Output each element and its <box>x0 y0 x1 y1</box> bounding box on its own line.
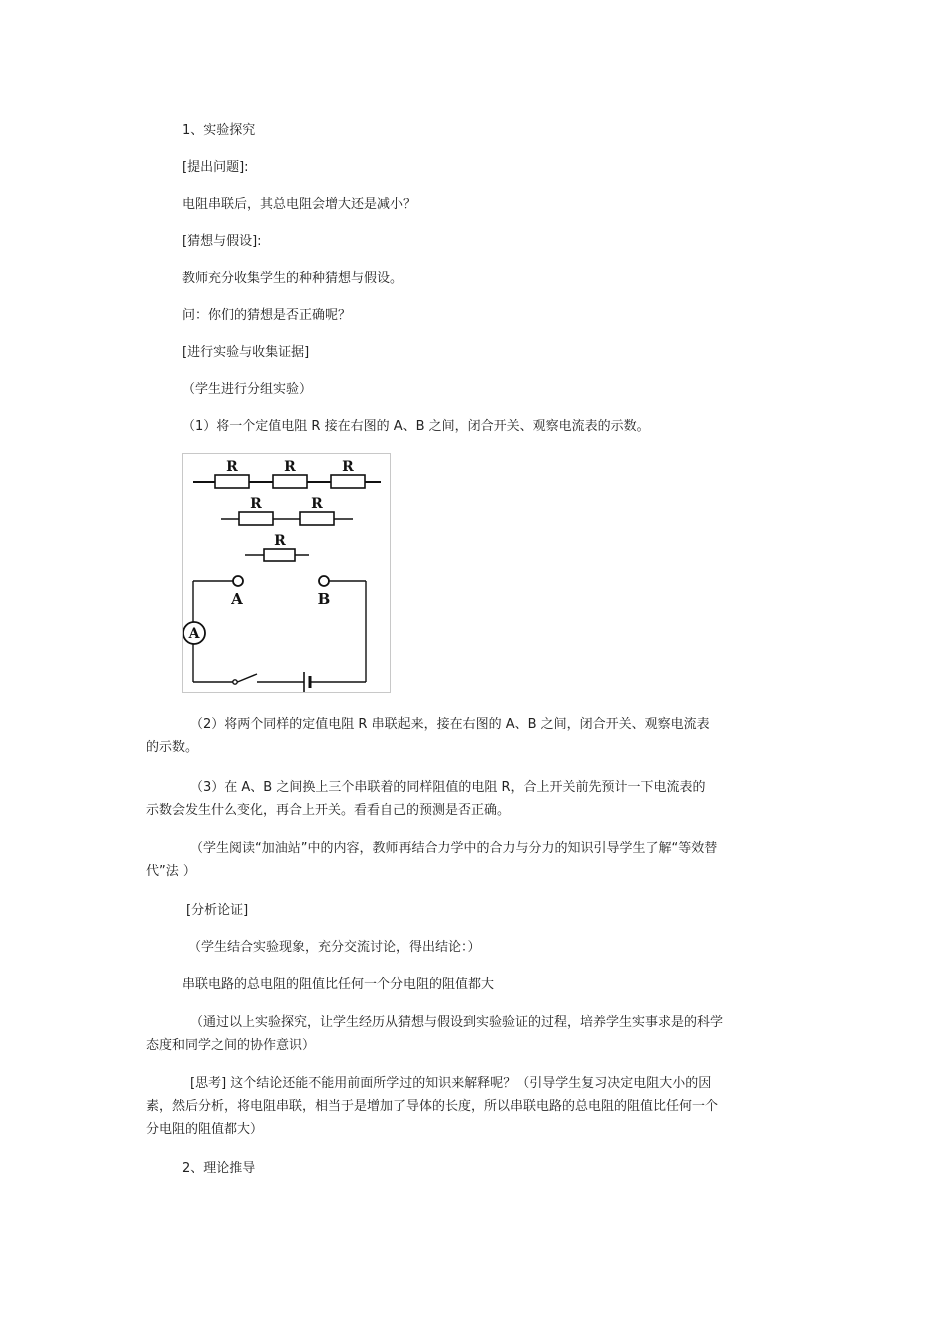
terminal-b-label: B <box>317 590 331 608</box>
resistor-label: R <box>284 459 296 475</box>
analysis-note: （学生结合实验现象，充分交流讨论，得出结论：） <box>188 940 481 955</box>
resistor-label: R <box>226 459 238 475</box>
resistor-symbol <box>300 512 334 525</box>
terminal-a-label: A <box>231 590 243 608</box>
terminal-b-symbol <box>319 576 329 586</box>
teacher-question: 问：你们的猜想是否正确呢？ <box>182 308 352 323</box>
step-3-text: （3）在 A、B 之间换上三个串联着的同样阻值的电阻 R，合上开关前先预计一下电流表的示数会发生什么变化，再合上开关。看看自己的预测是否正确。 <box>146 780 706 818</box>
circuit-diagram <box>182 453 391 693</box>
experiment-label: [进行实验与收集证据] <box>182 345 310 360</box>
resistor-symbol <box>239 512 273 525</box>
section-heading-derivation: 2、理论推导 <box>182 1161 256 1176</box>
terminal-a-symbol <box>233 576 243 586</box>
resistor-symbol <box>273 475 307 488</box>
resistor-symbol <box>264 549 295 561</box>
analysis-label: [分析论证] <box>186 903 249 918</box>
step-1-text: （1）将一个定值电阻 R 接在右图的 A、B 之间，闭合开关、观察电流表的示数。 <box>182 419 650 434</box>
question-text: 电阻串联后，其总电阻会增大还是减小？ <box>182 197 417 212</box>
resistor-symbol <box>215 475 249 488</box>
ammeter-label: A <box>188 626 200 642</box>
section-heading-experiment: 1、实验探究 <box>182 123 256 138</box>
hypothesis-label: [猜想与假设]: <box>182 234 262 249</box>
resistor-label: R <box>342 459 354 475</box>
step-2-text: （2）将两个同样的定值电阻 R 串联起来，接在右图的 A、B 之间，闭合开关、观察电流表的示数。 <box>146 717 710 755</box>
propose-question-label: [提出问题]: <box>182 160 249 175</box>
resistor-label: R <box>311 496 323 512</box>
switch-contact <box>233 680 237 684</box>
think-text: [思考] 这个结论还能不能用前面所学过的知识来解释呢？（引导学生复习决定电阻大小的因素，然后分析，将电阻串联，相当于是增加了导体的长度，所以串联电路的总电阻的阻值比任何一个分电阻的阻值都大） <box>146 1076 719 1137</box>
group-experiment-note: （学生进行分组实验） <box>182 382 313 397</box>
reading-note: （学生阅读“加油站”中的内容，教师再结合力学中的合力与分力的知识引导学生了解“等效替代”法 ） <box>146 841 718 879</box>
resistor-label: R <box>250 496 262 512</box>
hypothesis-text: 教师充分收集学生的种种猜想与假设。 <box>182 271 404 286</box>
conclusion-text: 串联电路的总电阻的阻值比任何一个分电阻的阻值都大 <box>182 977 495 992</box>
resistor-symbol <box>331 475 365 488</box>
resistor-label: R <box>274 533 286 549</box>
summary-text: （通过以上实验探究，让学生经历从猜想与假设到实验验证的过程，培养学生实事求是的科学态度和同学之间的协作意识） <box>146 1015 724 1053</box>
wire <box>235 674 257 683</box>
